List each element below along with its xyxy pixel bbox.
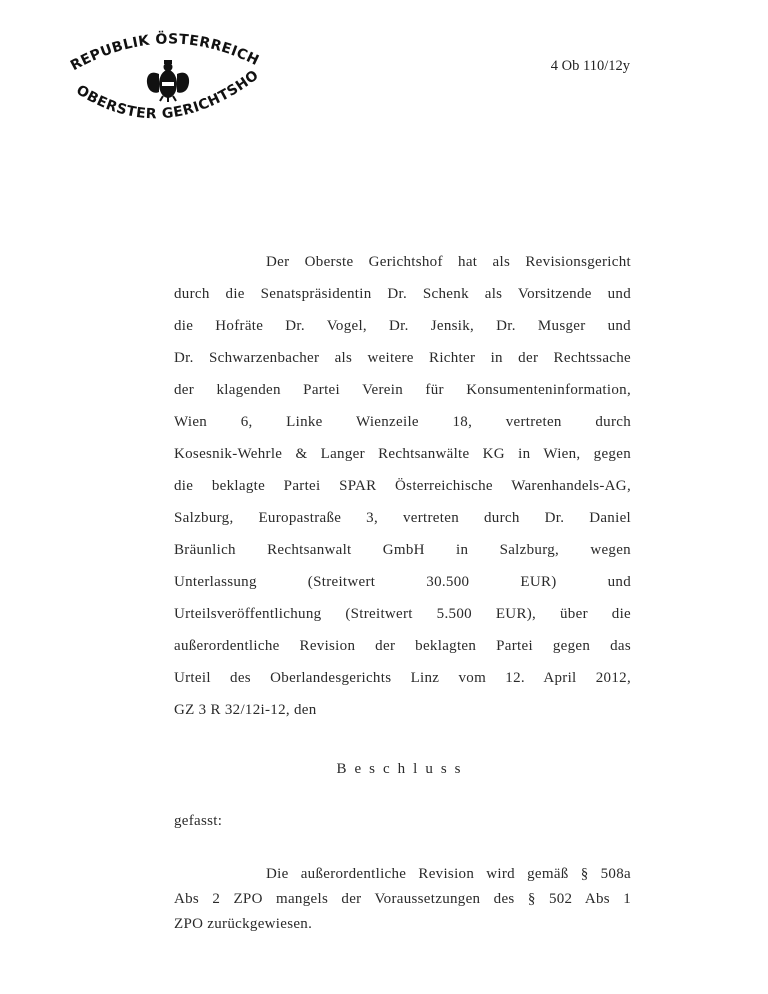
intro-line: Urteil des Oberlandesgerichts Linz vom 12. April 2012, [174, 670, 631, 686]
court-seal [62, 28, 274, 140]
ruling-line: Die außerordentliche Revision wird gemäß § 508a [266, 866, 631, 882]
seal-graphic [62, 28, 274, 140]
intro-line: Dr. Schwarzenbacher als weitere Richter in der Rechtssache [174, 350, 631, 366]
intro-line: der klagenden Partei Verein für Konsumenteninformation, [174, 382, 631, 398]
intro-line: Kosesnik-Wehrle & Langer Rechtsanwälte KG in Wien, gegen [174, 446, 631, 462]
seal-text-top: REPUBLIK ÖSTERREICH [67, 31, 262, 75]
case-number: 4 Ob 110/12y [550, 58, 630, 74]
intro-line: außerordentliche Revision der beklagten Partei gegen das [174, 638, 631, 654]
seal-text-bottom: OBERSTER GERICHTSHO [73, 67, 263, 123]
gefasst-label: gefasst: [174, 813, 223, 829]
ruling-line: ZPO zurückgewiesen. [174, 916, 313, 932]
intro-line: Urteilsveröffentlichung (Streitwert 5.500 EUR), über die [174, 606, 631, 622]
intro-line: Der Oberste Gerichtshof hat als Revisionsgericht [266, 254, 631, 270]
intro-line: Wien 6, Linke Wienzeile 18, vertreten durch [174, 414, 631, 430]
intro-line: die beklagte Partei SPAR Österreichische Warenhandels-AG, [174, 478, 631, 494]
eagle-icon [147, 60, 189, 102]
intro-line: Salzburg, Europastraße 3, vertreten durch Dr. Daniel [174, 510, 631, 526]
ruling-line: Abs 2 ZPO mangels der Voraussetzungen des § 502 Abs 1 [174, 891, 631, 907]
intro-line: Bräunlich Rechtsanwalt GmbH in Salzburg, wegen [174, 542, 631, 558]
intro-line: durch die Senatspräsidentin Dr. Schenk als Vorsitzende und [174, 286, 631, 302]
intro-line: Unterlassung (Streitwert 30.500 EUR) und [174, 574, 631, 590]
intro-line: GZ 3 R 32/12i-12, den [174, 702, 317, 718]
intro-line: die Hofräte Dr. Vogel, Dr. Jensik, Dr. Musger und [174, 318, 631, 334]
decision-heading: Beschluss [336, 761, 469, 777]
